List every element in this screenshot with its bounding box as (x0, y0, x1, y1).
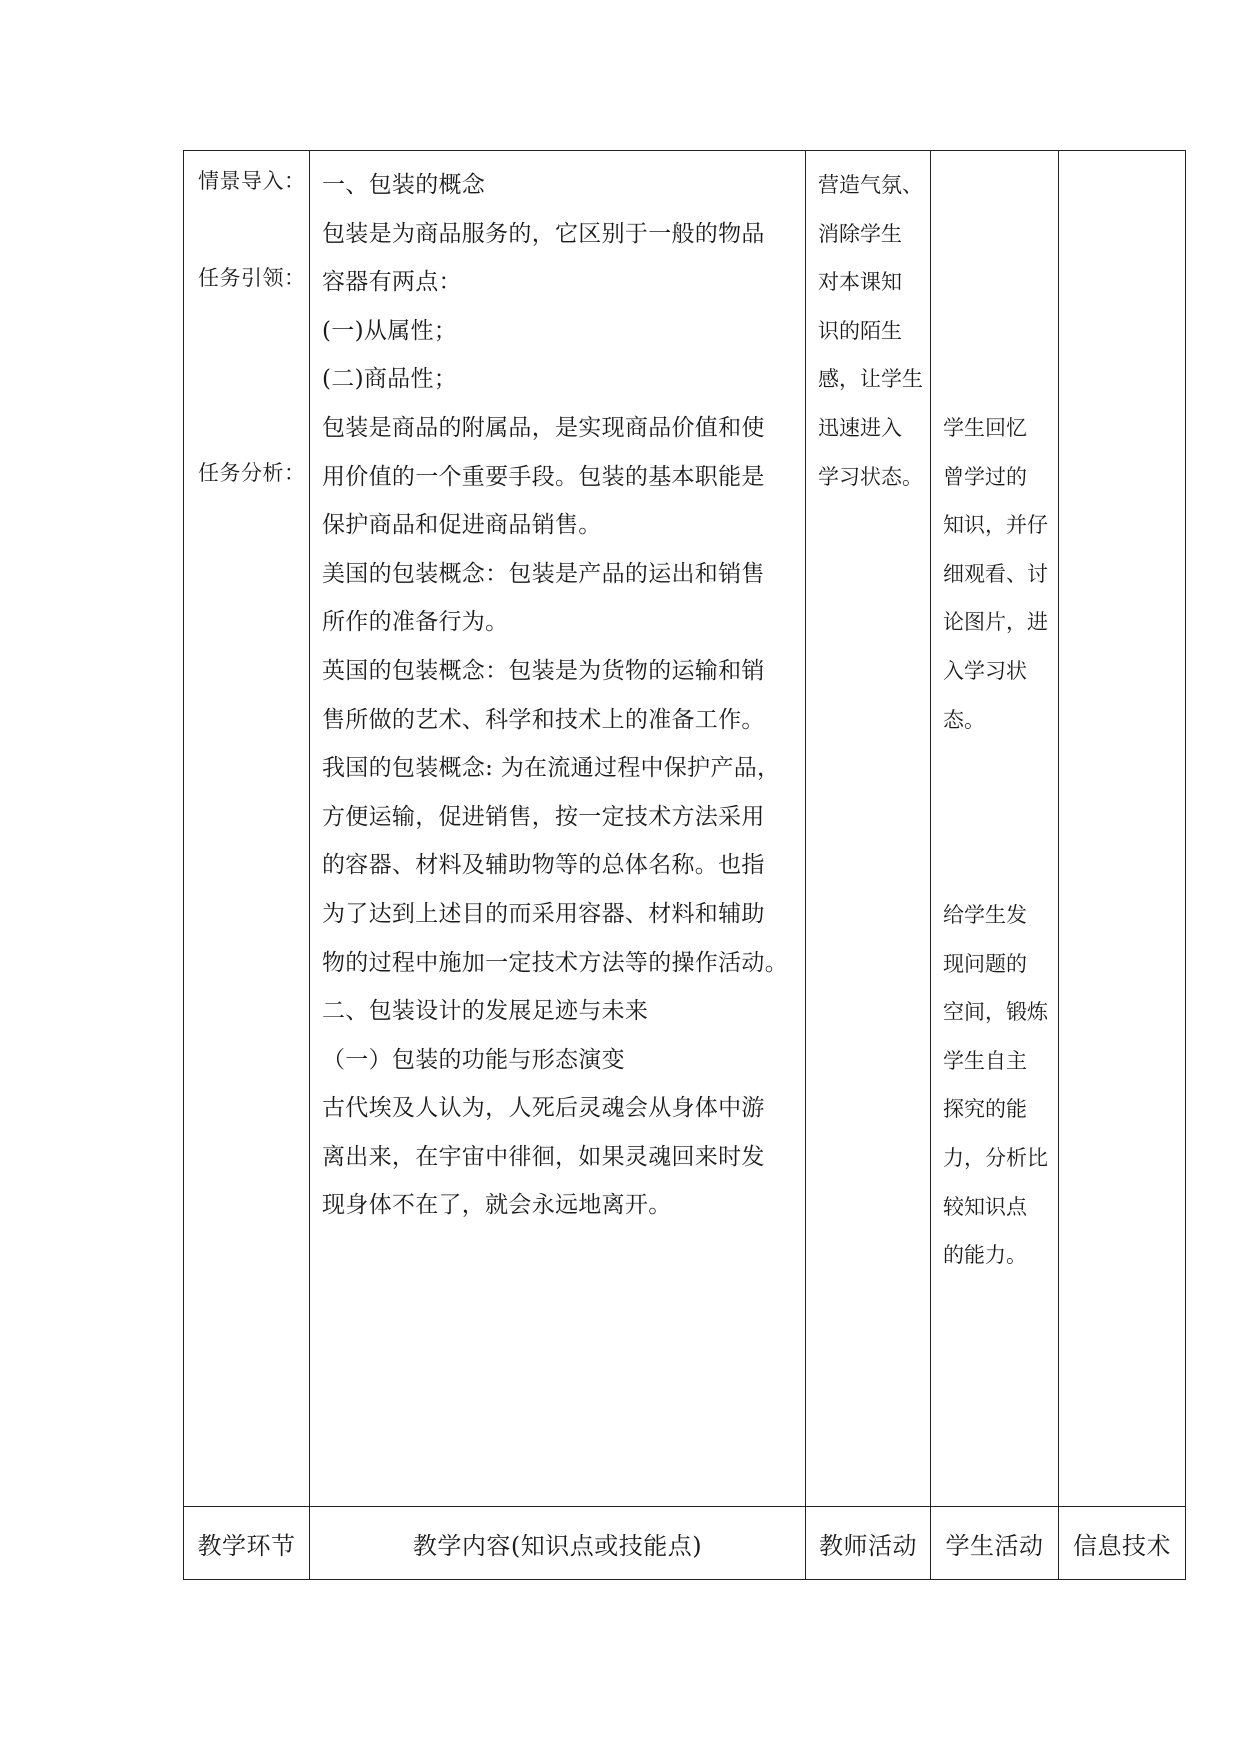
content-line: 所作的准备行为。 (322, 609, 509, 636)
header-labels-row (184, 1507, 1186, 1580)
student-activity-line: 知识，并仔 (943, 513, 1048, 538)
student-activity-line: 力，分析比 (943, 1145, 1048, 1170)
student-activity-line: 入学习状 (943, 658, 1027, 683)
content-line: 美国的包装概念：包装是产品的运出和销售 (322, 560, 765, 587)
teacher-activity-line: 对本课知 (818, 270, 902, 295)
content-line: 物的过程中施加一定技术方法等的操作活动。 (322, 949, 788, 976)
student-activity-line: 细观看、讨 (943, 561, 1048, 586)
content-line: 离出来，在宇宙中徘徊，如果灵魂回来时发 (322, 1143, 765, 1170)
student-activity-text-2 (943, 891, 1054, 1280)
teacher-activity-line: 学习状态。 (818, 464, 923, 489)
content-line: 古代埃及人认为，人死后灵魂会从身体中游 (322, 1095, 765, 1122)
student-activity-line: 较知识点 (943, 1194, 1027, 1219)
content-cell (310, 151, 806, 1507)
content-line: (二)商品性； (322, 366, 458, 393)
stage-task-lead-label: 任务引领： (198, 266, 306, 290)
student-activity-line: 学生回忆 (943, 416, 1027, 440)
content-line: 包装是商品的附属品，是实现商品价值和使 (322, 414, 765, 441)
teacher-activity-line: 消除学生 (818, 221, 902, 246)
content-line: 二、包装设计的发展足迹与未来 (322, 998, 649, 1025)
student-activity-line: 给学生发 (943, 903, 1027, 927)
info-tech-cell (1059, 151, 1186, 1507)
content-line: 一、包装的概念 (322, 172, 486, 198)
student-activity-line: 空间，锻炼 (943, 1000, 1048, 1025)
content-line: 我国的包装概念: 为在流通过程中保护产品， (322, 755, 781, 782)
stage-cell (184, 151, 310, 1507)
student-activity-line: 现问题的 (943, 951, 1027, 976)
label-teacher-activity: 教师活动 (806, 1507, 931, 1580)
content-line: 英国的包装概念：包装是为货物的运输和销 (322, 657, 765, 684)
label-student-activity: 学生活动 (931, 1507, 1059, 1580)
student-activity-line: 的能力。 (943, 1243, 1027, 1268)
teacher-activity-line: 识的陌生 (818, 318, 902, 343)
content-line: 包装是为商品服务的，它区别于一般的物品 (322, 220, 765, 247)
student-activity-line: 曾学过的 (943, 464, 1027, 489)
label-teaching-content: 教学内容(知识点或技能点) (310, 1507, 806, 1580)
content-line: (一)从属性； (322, 317, 458, 344)
content-text-block (310, 151, 805, 1230)
stage-task-analysis-label: 任务分析： (198, 461, 306, 485)
teacher-activity-line: 营造气氛、 (818, 173, 923, 197)
student-activity-line: 态。 (943, 707, 985, 732)
student-activity-line: 论图片，进 (943, 610, 1048, 635)
student-activity-cell (931, 151, 1059, 1507)
label-info-tech: 信息技术 (1059, 1507, 1186, 1580)
student-activity-text-1 (943, 404, 1054, 744)
teacher-activity-cell (806, 151, 931, 1507)
content-line: 的容器、材料及辅助物等的总体名称。也指 (322, 852, 765, 879)
content-line: 容器有两点： (322, 269, 462, 296)
lesson-plan-table (183, 150, 1186, 1580)
label-teaching-stage: 教学环节 (184, 1507, 310, 1580)
content-line: 用价值的一个重要手段。包装的基本职能是 (322, 463, 765, 490)
teacher-activity-text (818, 161, 926, 501)
student-activity-line: 学生自主 (943, 1048, 1027, 1073)
content-line: 保护商品和促进商品销售。 (322, 512, 602, 539)
teacher-activity-line: 迅速进入 (818, 415, 902, 440)
content-line: 现身体不在了，就会永远地离开。 (322, 1192, 672, 1219)
stage-intro-label: 情景导入： (198, 169, 306, 193)
content-line: 方便运输，促进销售，按一定技术方法采用 (322, 803, 765, 830)
content-line: 售所做的艺术、科学和技术上的准备工作。 (322, 706, 765, 733)
content-line: 为了达到上述目的而采用容器、材料和辅助 (322, 900, 765, 927)
teacher-activity-line: 感，让学生 (818, 367, 923, 392)
student-activity-line: 探究的能 (943, 1097, 1027, 1122)
lesson-main-row (184, 151, 1186, 1507)
content-line: （一）包装的功能与形态演变 (322, 1046, 625, 1073)
